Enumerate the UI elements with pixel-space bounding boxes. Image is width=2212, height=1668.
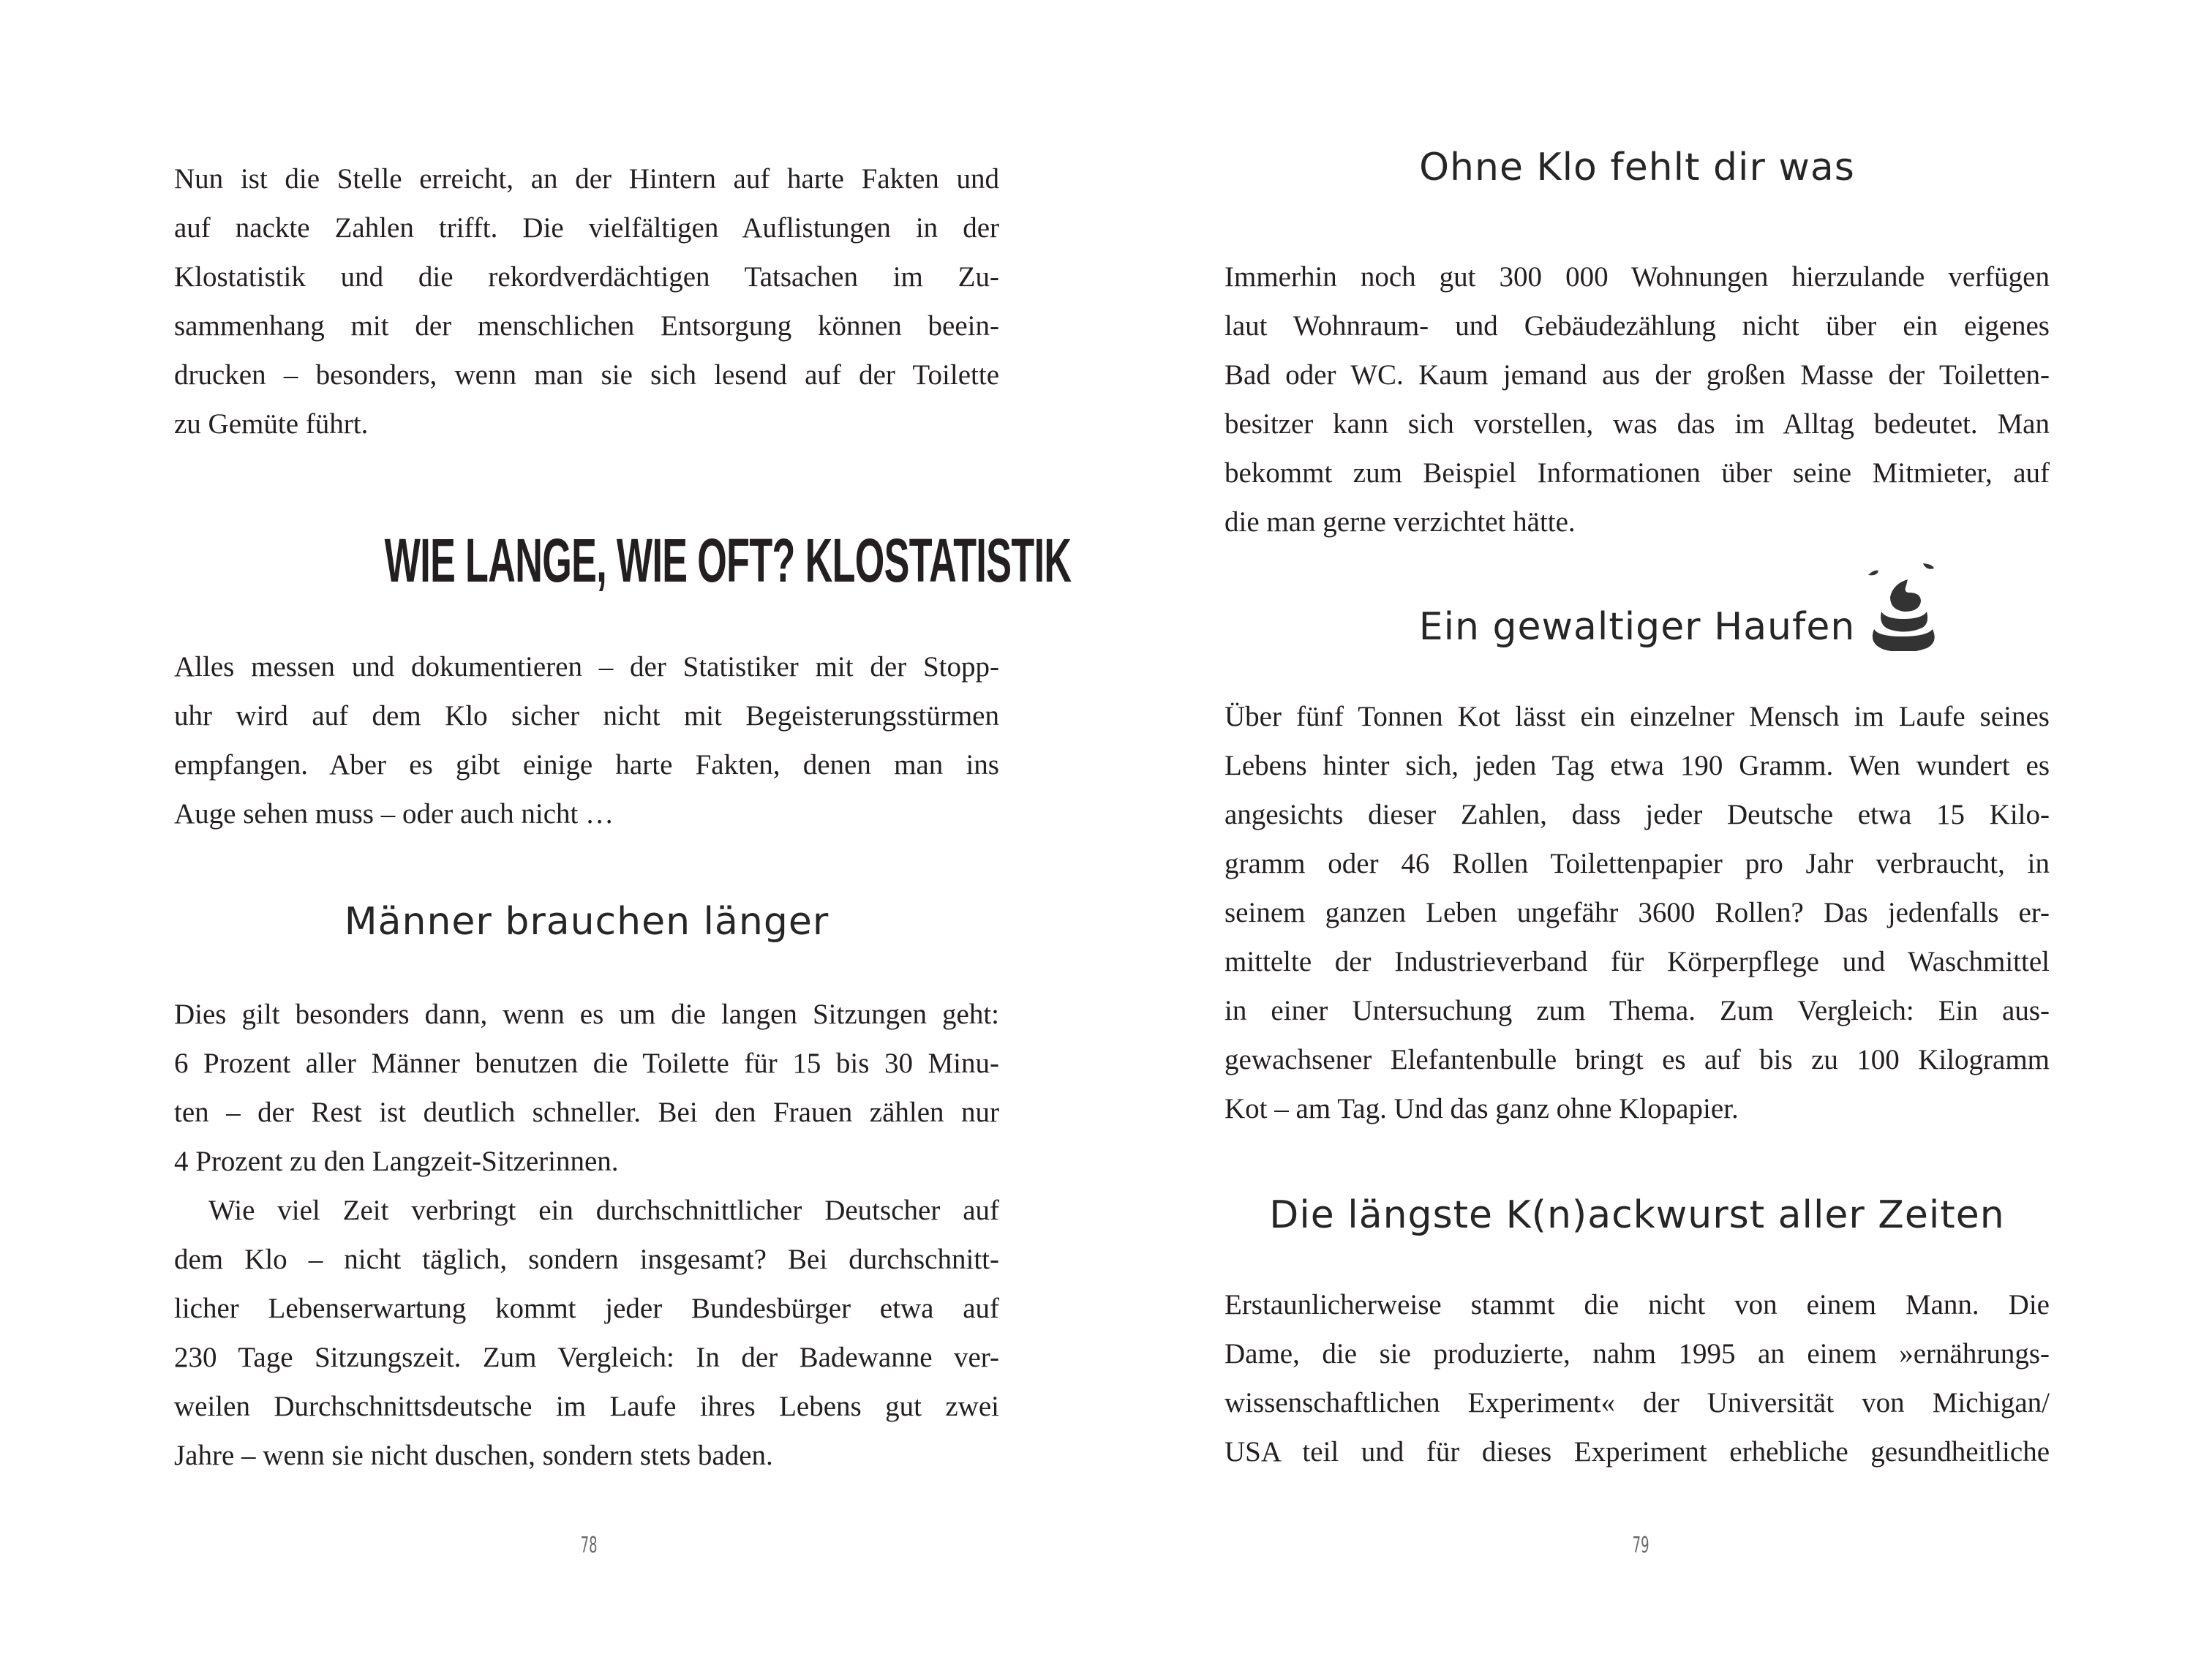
text-line: dem Klo – nicht täglich, sondern insgesamt? Bei durchschnitt-: [174, 1244, 999, 1275]
section-paragraph: [1224, 1280, 2050, 1476]
text-line: mittelte der Industrieverband für Körperpflege und Waschmittel: [1224, 946, 2050, 977]
text-line: Über fünf Tonnen Kot lässt ein einzelner Mensch im Laufe seines: [1224, 701, 2050, 732]
text-line: Dies gilt besonders dann, wenn es um die langen Sitzungen geht:: [174, 999, 999, 1030]
section-title-knackwurst: Die längste K(n)ackwurst aller Zeiten: [1269, 1193, 2005, 1237]
text-line: laut Wohnraum- und Gebäudezählung nicht über ein eigenes: [1224, 310, 2050, 342]
text-line: Klostatistik und die rekordverdächtigen Tatsachen im Zu-: [174, 261, 999, 293]
text-line: auf nackte Zahlen trifft. Die vielfältigen Auflistungen in der: [174, 212, 999, 244]
text-line: Lebens hinter sich, jeden Tag etwa 190 Gramm. Wen wundert es: [1224, 750, 2050, 781]
text-line: drucken – besonders, wenn man sie sich lesend auf der Toilette: [174, 359, 999, 391]
right-page: [1106, 0, 2212, 1668]
page-number: 78: [580, 1533, 598, 1558]
text-line: gramm oder 46 Rollen Toilettenpapier pro Jahr verbraucht, in: [1224, 848, 2050, 879]
intro-paragraph: [174, 154, 999, 448]
text-line: gewachsener Elefantenbulle bringt es auf bis zu 100 Kilogramm: [1224, 1044, 2050, 1075]
text-line: zu Gemüte führt.: [174, 408, 369, 440]
section-paragraph: [1224, 252, 2050, 546]
text-line: angesichts dieser Zahlen, dass jeder Deutsche etwa 15 Kilo-: [1224, 799, 2050, 830]
text-line: 4 Prozent zu den Langzeit-Sitzerinnen.: [174, 1146, 619, 1177]
text-line: 230 Tage Sitzungszeit. Zum Vergleich: In der Badewanne ver-: [174, 1342, 999, 1373]
text-line: Bad oder WC. Kaum jemand aus der großen Masse der Toiletten-: [1224, 359, 2050, 391]
text-line: die man gerne verzichtet hätte.: [1224, 506, 1576, 538]
section-title-ohne-klo: Ohne Klo fehlt dir was: [1419, 146, 1855, 189]
section-paragraph: [174, 990, 999, 1186]
section-title-maenner: Männer brauchen länger: [344, 900, 830, 944]
text-line: Auge sehen muss – oder auch nicht …: [174, 798, 614, 830]
text-line: sammenhang mit der menschlichen Entsorgung können beein-: [174, 310, 999, 342]
text-line: Erstaunlicherweise stammt die nicht von einem Mann. Die: [1224, 1289, 2050, 1320]
text-line: USA teil und für dieses Experiment erhebliche gesundheitliche: [1224, 1436, 2050, 1468]
text-line: Dame, die sie produzierte, nahm 1995 an einem »ernährungs-: [1224, 1338, 2050, 1370]
section-paragraph: [1224, 692, 2050, 1133]
section-title-haufen: Ein gewaltiger Haufen: [1418, 605, 1856, 649]
text-line: bekommt zum Beispiel Informationen über seine Mitmieter, auf: [1224, 457, 2050, 489]
text-line: ten – der Rest ist deutlich schneller. Bei den Frauen zählen nur: [174, 1097, 999, 1128]
text-line: in einer Untersuchung zum Thema. Zum Vergleich: Ein aus-: [1224, 995, 2050, 1026]
poop-icon: [1865, 549, 1938, 651]
text-line: Nun ist die Stelle erreicht, an der Hintern auf harte Fakten und: [174, 163, 999, 195]
text-line: Wie viel Zeit verbringt ein durchschnittlicher Deutscher auf: [208, 1195, 999, 1226]
chapter-intro-paragraph: [174, 642, 999, 838]
text-line: empfangen. Aber es gibt einige harte Fakten, denen man ins: [174, 749, 999, 781]
text-line: Kot – am Tag. Und das ganz ohne Klopapier.: [1224, 1093, 1739, 1124]
chapter-title: [174, 526, 1072, 595]
text-line: uhr wird auf dem Klo sicher nicht mit Begeisterungsstürmen: [174, 700, 999, 732]
chapter-title-text: WIE LANGE, WIE OFT? KLOSTATISTIK: [384, 526, 1072, 595]
text-line: Alles messen und dokumentieren – der Statistiker mit der Stopp-: [174, 651, 999, 683]
text-line: seinem ganzen Leben ungefähr 3600 Rollen? Das jedenfalls er-: [1224, 897, 2050, 928]
text-line: wissenschaftlichen Experiment« der Universität von Michigan/: [1224, 1387, 2050, 1419]
text-line: weilen Durchschnittsdeutsche im Laufe ihres Lebens gut zwei: [174, 1391, 999, 1422]
page-number: 79: [1632, 1533, 1649, 1558]
section-paragraph: [174, 1186, 999, 1480]
text-line: besitzer kann sich vorstellen, was das im Alltag bedeutet. Man: [1224, 408, 2050, 440]
text-line: licher Lebenserwartung kommt jeder Bundesbürger etwa auf: [174, 1293, 999, 1324]
text-line: Immerhin noch gut 300 000 Wohnungen hierzulande verfügen: [1224, 261, 2050, 293]
text-line: Jahre – wenn sie nicht duschen, sondern stets baden.: [174, 1440, 773, 1471]
text-line: 6 Prozent aller Männer benutzen die Toilette für 15 bis 30 Minu-: [174, 1048, 999, 1079]
